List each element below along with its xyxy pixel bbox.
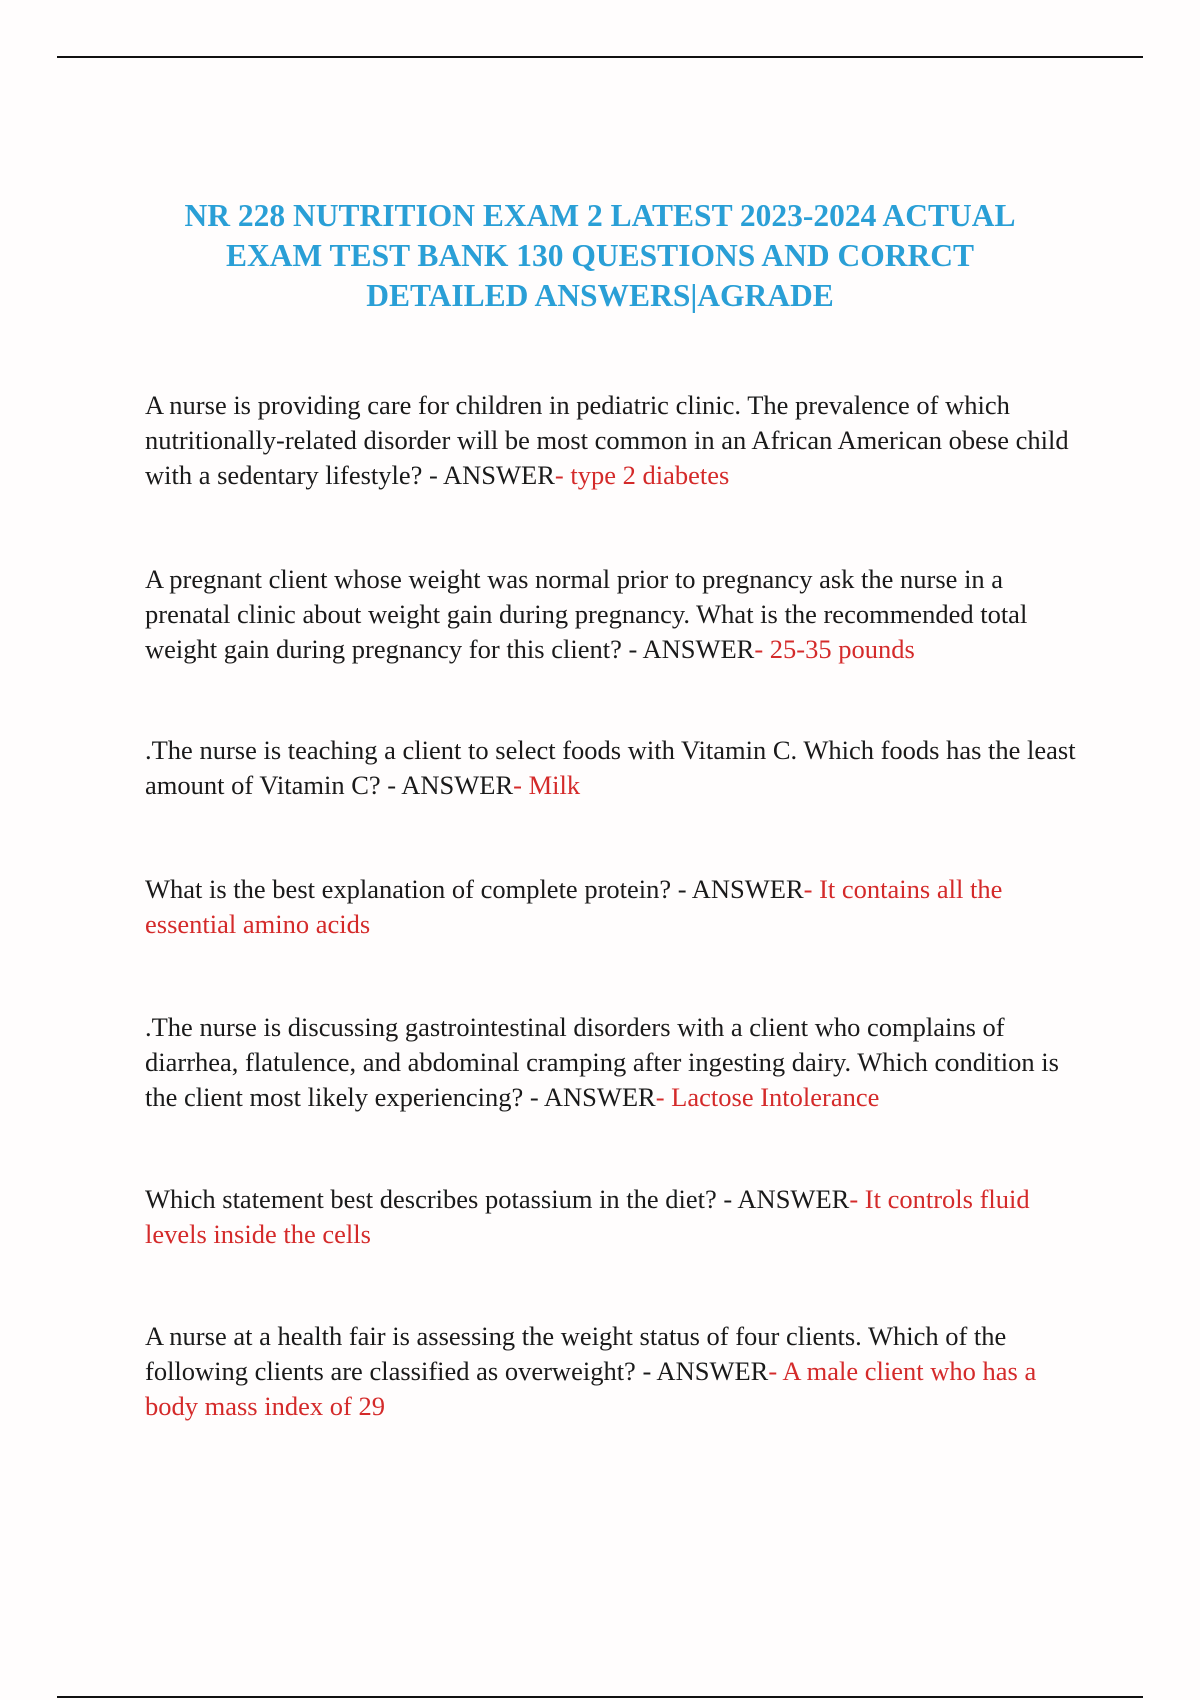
answer-text: - Lactose Intolerance xyxy=(655,1082,880,1112)
qa-item xyxy=(145,388,1090,493)
document-title xyxy=(130,196,1070,316)
answer-text: - It contains all the essential amino acids xyxy=(145,874,1003,939)
header-rule xyxy=(57,56,1143,58)
qa-item xyxy=(145,562,1090,667)
qa-item xyxy=(145,1319,1090,1424)
answer-text: - It controls fluid levels inside the cells xyxy=(145,1184,1030,1249)
question-text: A nurse at a health fair is assessing the weight status of four clients. Which of the following clients are classified as overweight? - ANSWER xyxy=(145,1321,1007,1386)
title-line: NR 228 NUTRITION EXAM 2 LATEST 2023-2024 ACTUAL xyxy=(184,198,1016,233)
answer-text: - type 2 diabetes xyxy=(554,460,730,490)
question-text: Which statement best describes potassium in the diet? - ANSWER xyxy=(145,1184,850,1214)
title-line: DETAILED ANSWERS|AGRADE xyxy=(366,278,834,313)
answer-text: - A male client who has a body mass index of 29 xyxy=(145,1356,1037,1421)
question-text: .The nurse is discussing gastrointestinal disorders with a client who complains of diarrhea, flatulence, and abdominal cramping after ingesting dairy. Which condition is the client most likely experiencing? - ANSWER xyxy=(145,1012,1059,1112)
question-text: A nurse is providing care for children in pediatric clinic. The prevalence of which nutritionally-related disorder will be most common in an African American obese child with a sedentary lifestyle? - ANSWER xyxy=(145,390,1069,490)
qa-item xyxy=(145,733,1090,803)
footer-rule xyxy=(57,1696,1143,1698)
title-line: EXAM TEST BANK 130 QUESTIONS AND CORRCT xyxy=(226,238,974,273)
qa-item xyxy=(145,872,1090,942)
question-text: A pregnant client whose weight was normal prior to pregnancy ask the nurse in a prenatal clinic about weight gain during pregnancy. What is the recommended total weight gain during pregnancy for this client? - ANSWER xyxy=(145,564,1028,664)
qa-item xyxy=(145,1010,1090,1115)
qa-item xyxy=(145,1182,1090,1252)
answer-text: - Milk xyxy=(513,770,581,800)
question-text: .The nurse is teaching a client to select foods with Vitamin C. Which foods has the least amount of Vitamin C? - ANSWER xyxy=(145,735,1076,800)
answer-text: - 25-35 pounds xyxy=(754,634,915,664)
question-text: What is the best explanation of complete protein? - ANSWER xyxy=(145,874,804,904)
